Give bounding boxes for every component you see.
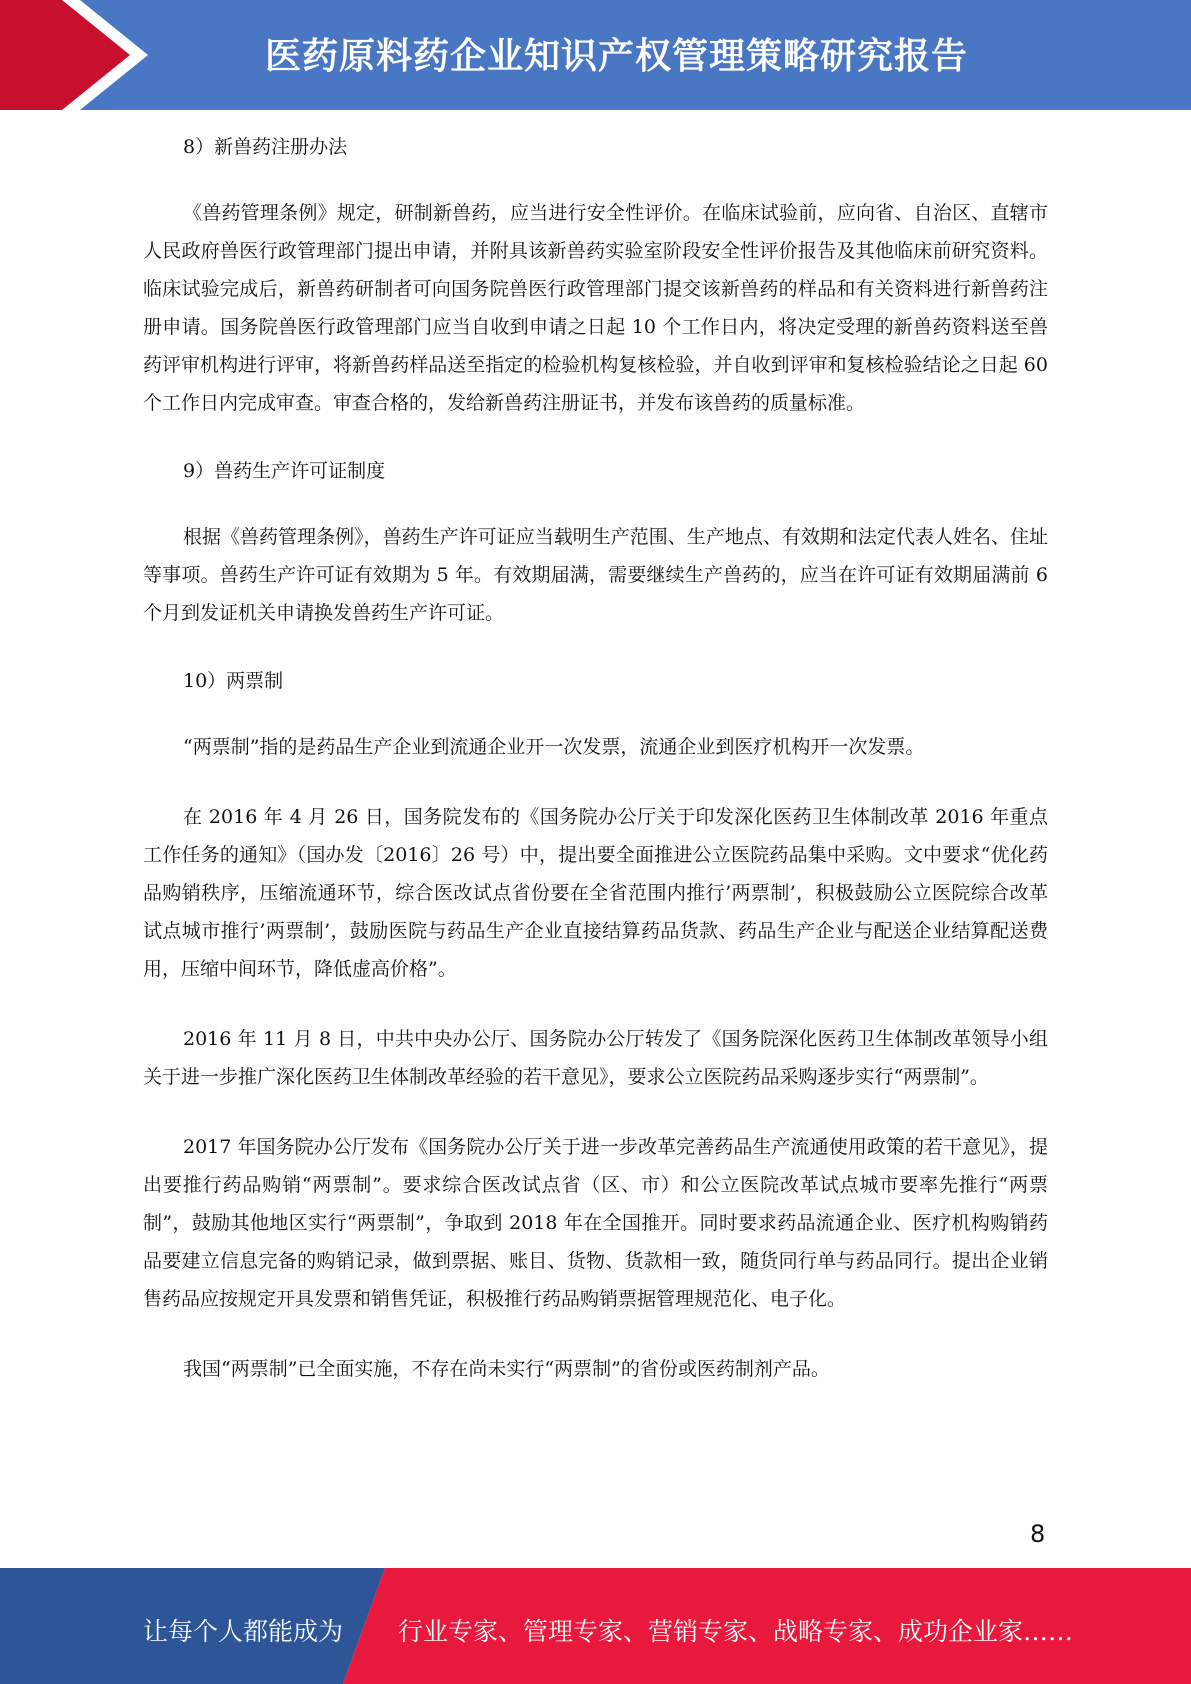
paragraph: “两票制”指的是药品生产企业到流通企业开一次发票，流通企业到医疗机构开一次发票。 bbox=[183, 736, 925, 758]
paragraph: 在 2016 年 4 月 26 日，国务院发布的《国务院办公厅关于印发深化医药卫生体制改革 2016 年重点工作任务的通知》（国办发〔2016〕26 号）中，提出要全面推进公立医院药品集中采购。文中要求“优化药品购销秩序，压缩流通环节，综合医改试点省份要在全省范围内推行’两票制’，积极鼓励公立医院综合改革试点城市推行’两票制’，鼓励医院与药品生产企业直接结算药品货款、药品生产企业与配送企业结算配送费用，压缩中间环节，降低虚高价格”。 bbox=[143, 806, 1048, 980]
main-content bbox=[143, 130, 1048, 1388]
page-header bbox=[0, 0, 1191, 110]
paragraph: 2017 年国务院办公厅发布《国务院办公厅关于进一步改革完善药品生产流通使用政策的若干意见》，提出要推行药品购销“两票制”。要求综合医改试点省（区、市）和公立医院改革试点城市要率先推行“两票制”，鼓励其他地区实行“两票制”，争取到 2018 年在全国推开。同时要求药品流通企业、医疗机构购销药品要建立信息完备的购销记录，做到票据、账目、货物、货款相一致，随货同行单与药品同行。提出企业销售药品应按规定开具发票和销售凭证，积极推行药品购销票据管理规范化、电子化。 bbox=[143, 1136, 1048, 1310]
document-title: 医药原料药企业知识产权管理策略研究报告 bbox=[265, 36, 969, 77]
section-heading: 9）兽药生产许可证制度 bbox=[183, 460, 386, 482]
section-heading: 10）两票制 bbox=[183, 670, 284, 692]
paragraph: 根据《兽药管理条例》，兽药生产许可证应当载明生产范围、生产地点、有效期和法定代表人姓名、住址等事项。兽药生产许可证有效期为 5 年。有效期届满，需要继续生产兽药的，应当在许可证有效期届满前 6 个月到发证机关申请换发兽药生产许可证。 bbox=[143, 526, 1048, 624]
page-number: 8 bbox=[1030, 1520, 1046, 1548]
paragraph: 《兽药管理条例》规定，研制新兽药，应当进行安全性评价。在临床试验前，应向省、自治区、直辖市人民政府兽医行政管理部门提出申请，并附具该新兽药实验室阶段安全性评价报告及其他临床前研究资料。临床试验完成后，新兽药研制者可向国务院兽医行政管理部门提交该新兽药的样品和有关资料进行新兽药注册申请。国务院兽医行政管理部门应当自收到申请之日起 10 个工作日内，将决定受理的新兽药资料送至兽药评审机构进行评审，将新兽药样品送至指定的检验机构复核检验，并自收到评审和复核检验结论之日起 60 个工作日内完成审查。审查合格的，发给新兽药注册证书，并发布该兽药的质量标准。 bbox=[143, 202, 1048, 414]
paragraph: 我国“两票制”已全面实施，不存在尚未实行“两票制”的省份或医药制剂产品。 bbox=[183, 1358, 830, 1380]
page-footer bbox=[0, 1568, 1191, 1684]
footer-slogan-right: 行业专家、管理专家、营销专家、战略专家、成功企业家…… bbox=[398, 1617, 1074, 1646]
footer-slogan-left: 让每个人都能成为 bbox=[143, 1617, 344, 1646]
paragraph: 2016 年 11 月 8 日，中共中央办公厅、国务院办公厅转发了《国务院深化医药卫生体制改革领导小组关于进一步推广深化医药卫生体制改革经验的若干意见》，要求公立医院药品采购逐步实行“两票制”。 bbox=[143, 1028, 1048, 1088]
section-heading: 8）新兽药注册办法 bbox=[183, 136, 348, 158]
